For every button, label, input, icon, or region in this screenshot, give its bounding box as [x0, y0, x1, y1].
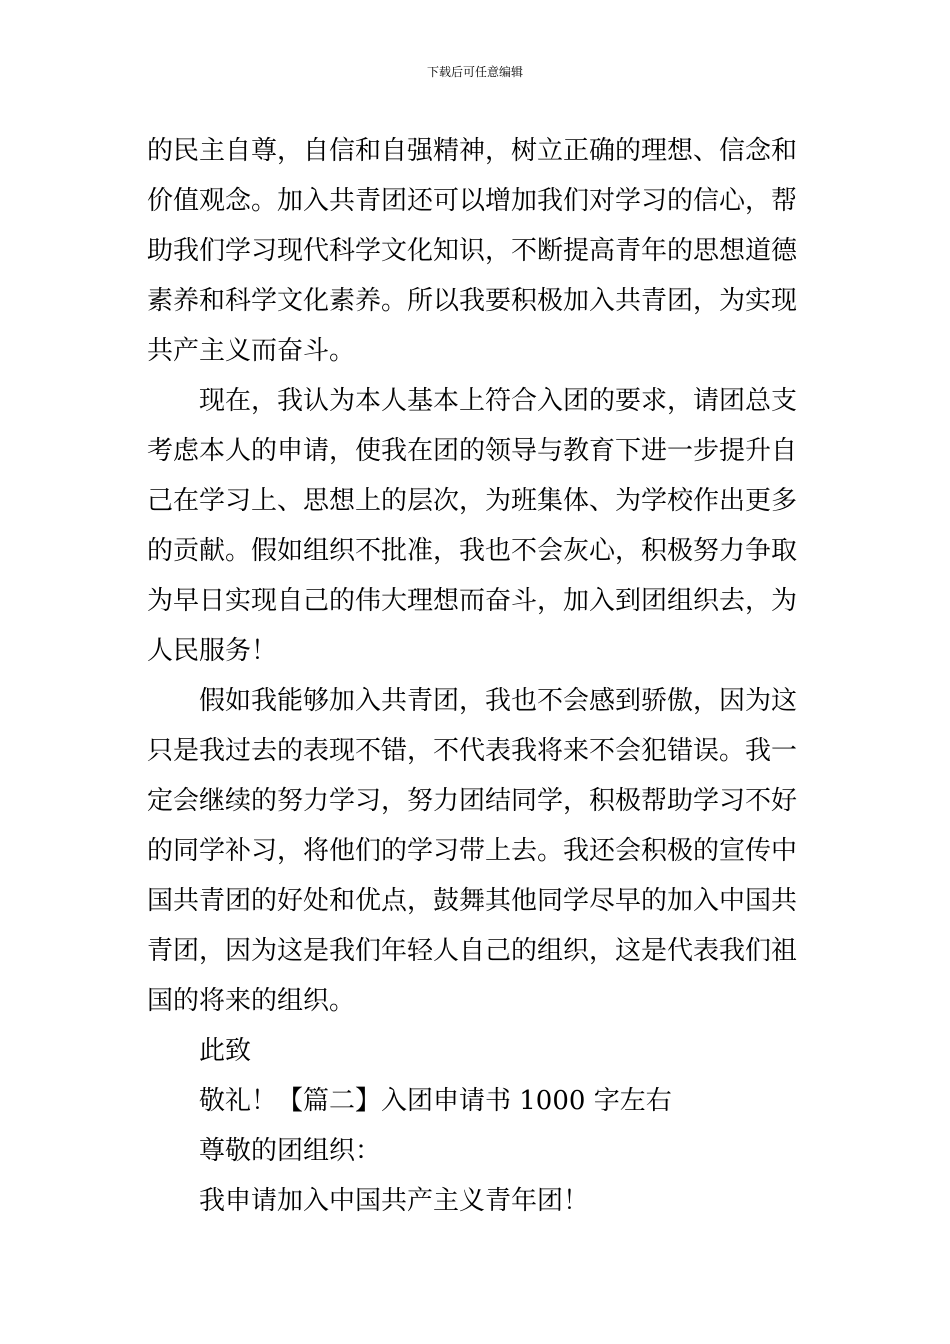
- paragraph-line: 只是我过去的表现不错，不代表我将来不会犯错误。我一: [147, 736, 798, 766]
- paragraph-line: 的民主自尊，自信和自强精神，树立正确的理想、信念和: [147, 136, 798, 166]
- paragraph: [147, 1026, 807, 1076]
- paragraph-line: 国的将来的组织。: [147, 986, 356, 1016]
- paragraph-line: 人民服务！: [147, 636, 278, 666]
- paragraph-line: 此致: [199, 1036, 252, 1066]
- paragraph-line: 价值观念。加入共青团还可以增加我们对学习的信心，帮: [147, 186, 798, 216]
- paragraph: [147, 676, 807, 1026]
- paragraph-line: 尊敬的团组织：: [199, 1136, 382, 1166]
- paragraph-line: 现在，我认为本人基本上符合入团的要求，请团总支: [199, 386, 798, 416]
- paragraph: [147, 1176, 807, 1226]
- paragraph-line: 的贡献。假如组织不批准，我也不会灰心，积极努力争取: [147, 536, 798, 566]
- paragraph-line: 己在学习上、思想上的层次，为班集体、为学校作出更多: [147, 486, 798, 516]
- paragraph-line: 共产主义而奋斗。: [147, 336, 356, 366]
- document-body: [147, 126, 807, 1226]
- paragraph-line: 为早日实现自己的伟大理想而奋斗，加入到团组织去，为: [147, 586, 798, 616]
- paragraph-line: 考虑本人的申请，使我在团的领导与教育下进一步提升自: [147, 436, 798, 466]
- page-header-note: 下载后可任意编辑: [426, 65, 523, 79]
- paragraph-line: 假如我能够加入共青团，我也不会感到骄傲，因为这: [199, 686, 798, 716]
- paragraph: [147, 126, 807, 376]
- paragraph-line: 我申请加入中国共产主义青年团！: [199, 1186, 590, 1216]
- paragraph-line: 国共青团的好处和优点，鼓舞其他同学尽早的加入中国共: [147, 886, 798, 916]
- paragraph: [147, 1126, 807, 1176]
- paragraph-line: 的同学补习，将他们的学习带上去。我还会积极的宣传中: [147, 836, 798, 866]
- paragraph-line: 青团，因为这是我们年轻人自己的组织，这是代表我们祖: [147, 936, 798, 966]
- paragraph-line: 定会继续的努力学习，努力团结同学，积极帮助学习不好: [147, 786, 798, 816]
- paragraph-line: 助我们学习现代科学文化知识，不断提高青年的思想道德: [147, 236, 798, 266]
- paragraph: [147, 1076, 807, 1126]
- paragraph-line: 敬礼！【篇二】入团申请书 1000 字左右: [199, 1086, 672, 1116]
- paragraph: [147, 376, 807, 676]
- paragraph-line: 素养和科学文化素养。所以我要积极加入共青团，为实现: [147, 286, 798, 316]
